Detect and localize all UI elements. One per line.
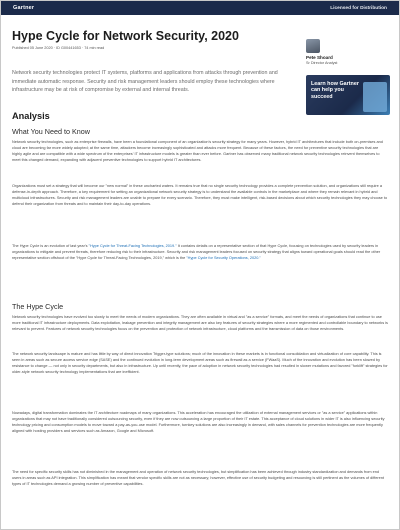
paragraph-1: Network security technologies, such as enterprise firewalls, have been a foundational component of an organization's security strategy for many years. However, hybrid IT architectures that include both on-premises and cloud are becoming far more widely adopted; at the same time, attackers become increasingly sophisticated and attacks more frequent. Because of these factors, the need for preventive security technologies that are highly agile and are compatible with a wide spectrum of the enterprises' IT infrastructure models is greater than ever before. Gartner has observed many traditional network security technologies reinvent themselves to meet this changed demand, expanding with adjacent preventive technologies to support hybrid IT architectures. [12, 140, 383, 163]
paragraph-3-text-a: The Hype Cycle is an evolution of last year's [12, 244, 89, 248]
paragraph-4: Network security technologies have evolved too slowly to meet the needs of modern organizations. They are often available in virtual and "as a service" formats, and meet the needs of organizations that continue to use more traditional IT infrastructure deployments. Data exploitation, leakage prevention and integrity management are also key features of security strategies where a more regimented and controllable boundary to networks is relevant to prevent. Features of network security technologies focus on the prevention and protection of network infrastructure, cloud platforms and the transmission of data on those environments. [12, 315, 388, 332]
link-hype-cycle-threat-facing[interactable]: "Hype Cycle for Threat-Facing Technologies, 2019." [88, 244, 177, 248]
paragraph-2: Organizations must set a strategy that will become our "new normal" in these uncharted waters. It remains true that no single security technology provides a complete prevention solution, and organizations still require a defense-in-depth approach. Therefore, a key requirement for setting an organizational network security strategy is to understand the available controls in the marketplace and where they remain relevant in hybrid and multicloud infrastructures. Security and risk management leaders are unable to prepare for every scenario. Therefore, they must make intelligent, risk-based decisions about which security technologies they may choose to defend their organization from threats and to maintain their day-to-day operations. [12, 184, 388, 207]
avatar [306, 39, 320, 53]
paragraph-3-text-b: It contains details on a representative section of that Hype Cycle, focusing on technologies used by security leaders in organizations to mitigate and prevent threats, therefore reducing risk to their infrastructure. Security and risk management leaders focused on security strategy that aligns toward operational goals should read the other representative section offshoot of the "Hype Cycle for Threat-Facing Technologies, 2019," which is the [12, 244, 381, 261]
gartner-logo[interactable]: Gartner [13, 5, 35, 11]
paragraph-5: The network security landscape is mature and has little by way of direct innovation Trigger-type solutions; much of the innovation in these markets is in functional consolidation and virtualization of core capability. This is seen in areas such as secure access service edge (SASE) and the continued evolution in long-term development areas such as firewall as a service (FWaaS). Much of the innovation and evolution has been slowed by resistance to change — not only in security departments, but also in infrastructure. Up until recently, the pace of adoption in network security technologies had resulted in slower mutations and favored "forklift" strategies for older-style network security technology implementations that are inefficient. [12, 352, 388, 375]
promo-text: Learn how Gartner can help you succeed [311, 81, 359, 100]
promo-illustration [363, 82, 387, 112]
author-name[interactable]: Pete Shoard [306, 55, 333, 60]
paragraph-3 [12, 243, 389, 261]
subsection-heading-hype-cycle: The Hype Cycle [12, 302, 64, 311]
license-label: Licensed for Distribution [330, 5, 387, 11]
paragraph-7: The need for specific security skills has not diminished in the management and operation of network security technologies, but simplification has been achieved through industry standardization and demands from end users in areas such as API integration. This simplification has meant that vendor specific skills are not as necessary; however, effective use of security budgeting and resourcing is still pertinent as the volumes of different types of IT technologies demand a growing number of preventive capabilities. [12, 470, 384, 487]
page-title: Hype Cycle for Network Security, 2020 [12, 29, 239, 43]
paragraph-6: Nowadays, digital transformation dominates the IT architecture roadmaps of many organizations. This acceleration has encouraged the utilization of external management services or "as a service" applications within organizations that may not have traditionally considered outsourcing security, even if they are now outsourcing a large proportion of their IT estate. This acceptance of cloud solutions in wider IT is also influencing security technology pricing and consumption models to move toward a pay-as-you-use model. Furthermore, turnkey solutions are also increasingly in demand, with sales channels for prevention technologies are more frequently aligned with hosting providers and services such as Amazon, Google and Microsoft. [12, 411, 385, 434]
subsection-heading-need: What You Need to Know [12, 127, 90, 136]
summary-text: Network security technologies protect IT systems, platforms and applications from attacks through prevention and immediate automatic response. Security and risk management leaders should employ these technologies where infrastructure may be at risk of compromise by external and internal threats. [12, 70, 278, 94]
top-bar [1, 1, 399, 15]
author-card[interactable] [306, 39, 390, 65]
author-role: Sr Director Analyst [306, 61, 338, 65]
section-heading-analysis: Analysis [12, 111, 50, 121]
link-hype-cycle-security-operations[interactable]: "Hype Cycle for Security Operations, 2020." [186, 256, 261, 261]
promo-banner[interactable] [306, 75, 390, 115]
publication-meta: Published 05 June 2020 · ID G00441653 · 74 min read [12, 46, 105, 50]
